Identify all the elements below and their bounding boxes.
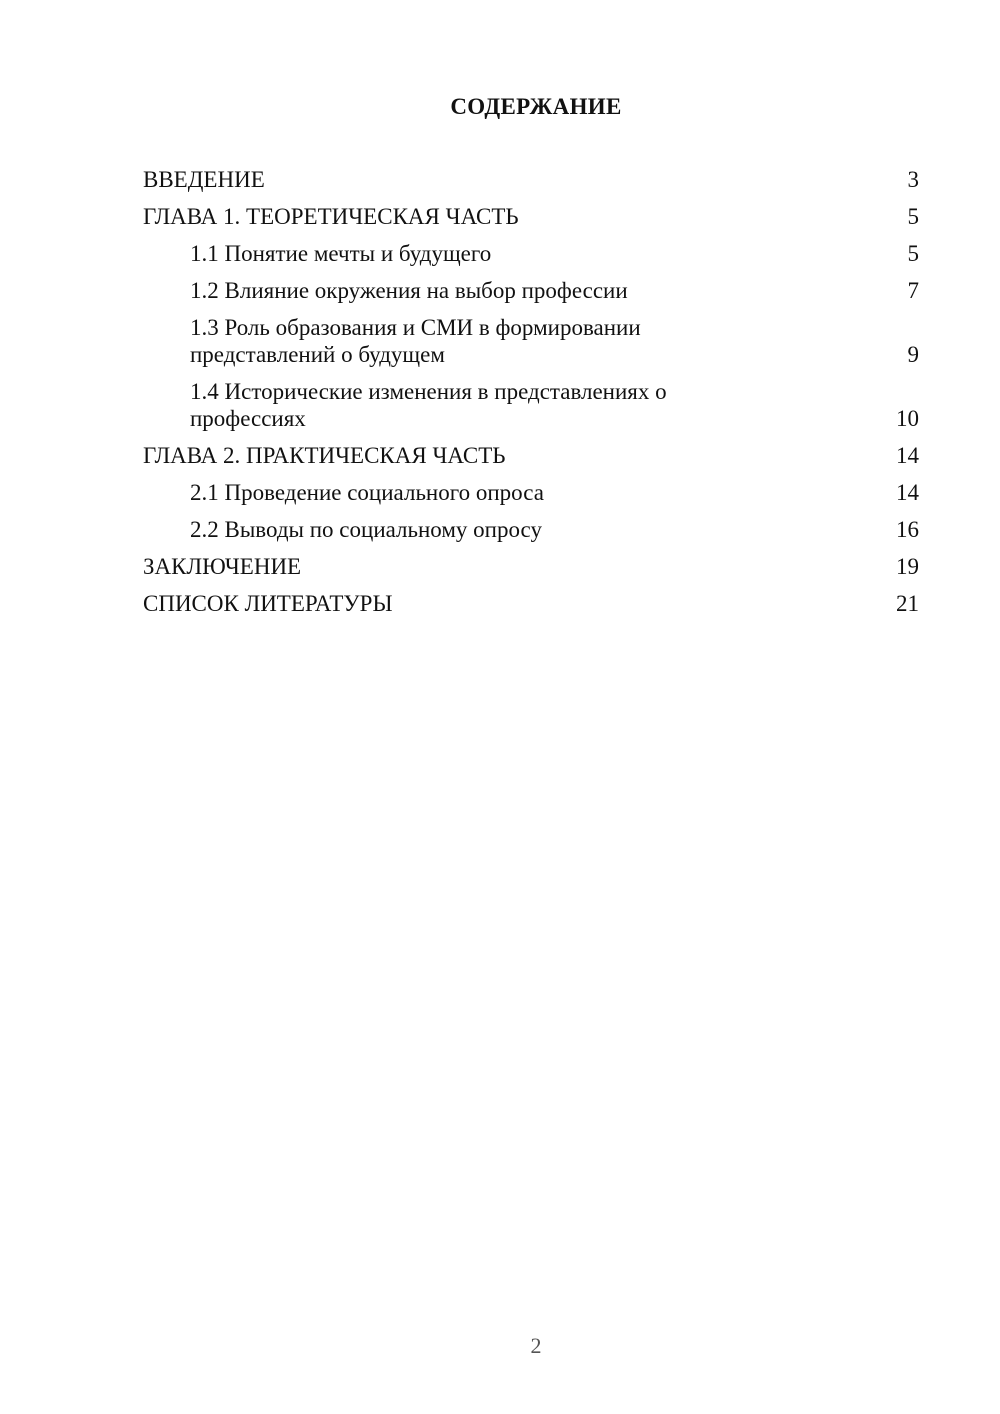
page-number: 2 bbox=[530, 1333, 542, 1358]
toc-entry-page: 16 bbox=[896, 517, 919, 542]
toc-entry-introduction[interactable] bbox=[143, 166, 919, 193]
toc-entry-page: 14 bbox=[896, 480, 919, 505]
toc-entry-conclusion[interactable] bbox=[143, 553, 919, 580]
table-of-contents bbox=[143, 166, 919, 627]
toc-entry-label: 1.4 Исторические изменения в представлениях о профессиях bbox=[190, 379, 667, 431]
toc-entry-page: 3 bbox=[907, 167, 919, 192]
toc-entry-chapter-2[interactable] bbox=[143, 442, 919, 469]
page-title: СОДЕРЖАНИЕ bbox=[450, 94, 622, 119]
toc-entry-chapter-1[interactable] bbox=[143, 203, 919, 230]
toc-entry-section-1-4[interactable] bbox=[143, 378, 919, 432]
toc-entry-references[interactable] bbox=[143, 590, 919, 617]
toc-entry-label: 1.1 Понятие мечты и будущего bbox=[190, 241, 492, 266]
toc-entry-page: 10 bbox=[896, 406, 919, 431]
toc-entry-page: 14 bbox=[896, 443, 919, 468]
toc-entry-label: ВВЕДЕНИЕ bbox=[143, 167, 265, 192]
toc-entry-page: 5 bbox=[907, 204, 919, 229]
toc-entry-section-2-2[interactable] bbox=[143, 516, 919, 543]
toc-entry-page: 21 bbox=[896, 591, 919, 616]
toc-entry-section-1-1[interactable] bbox=[143, 240, 919, 267]
toc-entry-label: ЗАКЛЮЧЕНИЕ bbox=[143, 554, 302, 579]
toc-entry-section-1-3[interactable] bbox=[143, 314, 919, 368]
toc-entry-page: 19 bbox=[896, 554, 919, 579]
toc-entry-label: 2.1 Проведение социального опроса bbox=[190, 480, 544, 505]
toc-entry-label: ГЛАВА 1. ТЕОРЕТИЧЕСКАЯ ЧАСТЬ bbox=[143, 204, 519, 229]
toc-entry-page: 5 bbox=[907, 241, 919, 266]
toc-entry-label: ГЛАВА 2. ПРАКТИЧЕСКАЯ ЧАСТЬ bbox=[143, 443, 506, 468]
toc-entry-page: 7 bbox=[907, 278, 919, 303]
toc-entry-label: 2.2 Выводы по социальному опросу bbox=[190, 517, 542, 542]
toc-entry-section-2-1[interactable] bbox=[143, 479, 919, 506]
toc-entry-page: 9 bbox=[907, 342, 919, 367]
toc-entry-section-1-2[interactable] bbox=[143, 277, 919, 304]
toc-entry-label: 1.2 Влияние окружения на выбор профессии bbox=[190, 278, 628, 303]
toc-entry-label: 1.3 Роль образования и СМИ в формировании представлений о будущем bbox=[190, 315, 641, 367]
toc-entry-label: СПИСОК ЛИТЕРАТУРЫ bbox=[143, 591, 393, 616]
